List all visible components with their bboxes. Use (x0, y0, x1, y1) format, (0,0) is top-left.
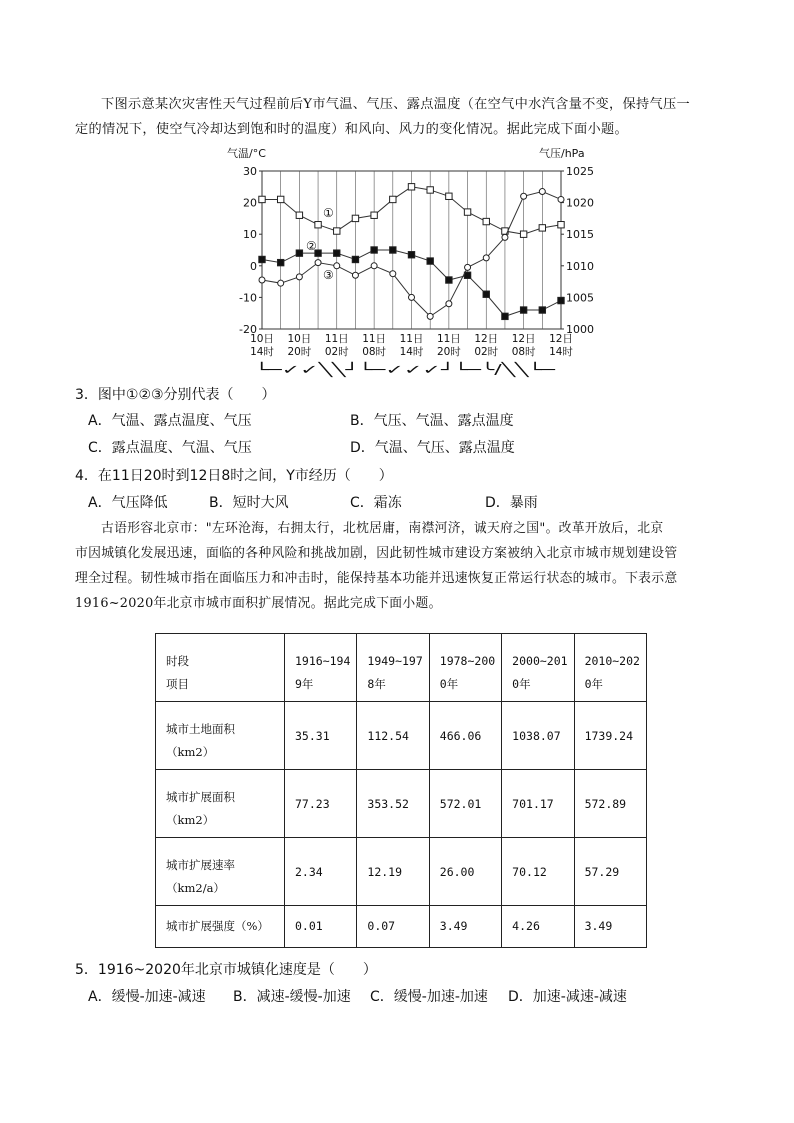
table-row (156, 906, 647, 948)
x-tick-day: 10日 (250, 333, 274, 345)
table-cell: 572.01 (429, 770, 501, 838)
x-tick-time: 14时 (250, 346, 274, 358)
series-3-point (409, 294, 415, 300)
series-1-point (446, 193, 452, 199)
x-tick-day: 10日 (287, 333, 312, 345)
x-tick-day: 12日 (511, 333, 536, 345)
table-cell: 70.12 (502, 838, 574, 906)
table-cell: 2.34 (285, 838, 357, 906)
period-1949-1978: 1949~197 8年 (357, 634, 429, 702)
y-tick-right: 1020 (566, 196, 594, 210)
series-3-point (371, 263, 377, 269)
intro1-line1: 下图示意某次灾害性天气过程前后Y市气温、气压、露点温度（在空气中水汽含量不变，保持气压一 (101, 97, 690, 112)
series-2-point (558, 297, 564, 303)
table-cell: 0.01 (285, 906, 357, 948)
wind-symbols-row: └─✓✓╲╲┘└─✓✓✓┘└─╰/╲╲└─ (255, 363, 432, 378)
q4-option-a[interactable]: A．气压降低 (88, 495, 168, 511)
series-2-point (390, 247, 396, 253)
x-tick-time: 14时 (399, 346, 424, 358)
y-tick-right: 1000 (566, 323, 594, 336)
series-label-1: ① (323, 206, 334, 220)
y-tick-left: 30 (243, 165, 257, 178)
series-1-point (464, 209, 470, 215)
series-1-point (315, 222, 321, 228)
series-2-point (259, 256, 265, 262)
q4-option-b[interactable]: B．短时大风 (209, 495, 289, 511)
x-tick-day: 11日 (399, 333, 424, 345)
series-2-point (539, 307, 545, 313)
y-tick-right: 1010 (566, 259, 594, 273)
q4-option-d[interactable]: D．暴雨 (485, 495, 538, 511)
x-axis-labels (250, 333, 573, 358)
row-label: 城市扩展面积 （km2） (156, 770, 285, 838)
series-2-point (520, 307, 526, 313)
series-1-point (408, 184, 414, 190)
series-label-2: ② (306, 239, 317, 253)
series-3-point (390, 271, 396, 277)
table-cell: 572.89 (574, 770, 646, 838)
intro1-line2: 定的情况下，使空气冷却达到饱和时的温度）和风向、风力的变化情况。据此完成下面小题。 (75, 122, 628, 137)
series-3-point (521, 193, 527, 199)
series-3-point (259, 277, 265, 283)
series-2-point (446, 277, 452, 283)
x-tick-day: 11日 (324, 333, 349, 345)
right-axis-ticks (561, 165, 594, 336)
table-row (156, 838, 647, 906)
series-2-point (352, 256, 358, 262)
x-tick-time: 08时 (511, 346, 536, 358)
series-3-point (296, 274, 302, 280)
x-tick-day: 12日 (549, 333, 573, 345)
table-cell: 112.54 (357, 702, 429, 770)
table-cell: 57.29 (574, 838, 646, 906)
series-3-point (502, 234, 508, 240)
series-2-point (464, 272, 470, 278)
y-tick-left: -20 (239, 323, 257, 336)
series-1-point (277, 196, 283, 202)
series-3-point (427, 313, 433, 319)
series-3-point (539, 189, 545, 195)
series-3-point (352, 272, 358, 278)
series-1-point (390, 196, 396, 202)
row-label: 城市土地面积 （km2） (156, 702, 285, 770)
period-1916-1949: 1916~194 9年 (285, 634, 357, 702)
q5-option-c[interactable]: C．缓慢-加速-加速 (370, 989, 488, 1005)
series-1-point (371, 212, 377, 218)
series-2-point (408, 252, 414, 258)
series-1-point (483, 218, 489, 224)
table-row (156, 770, 647, 838)
table-cell: 3.49 (429, 906, 501, 948)
series-1-point (334, 228, 340, 234)
series-2-point (427, 258, 433, 264)
table-header-row (156, 634, 647, 702)
series-3-point (558, 196, 564, 202)
table-cell: 77.23 (285, 770, 357, 838)
x-tick-time: 20时 (436, 346, 461, 358)
y-tick-left: -10 (239, 291, 257, 305)
table-cell: 12.19 (357, 838, 429, 906)
period-1978-2000: 1978~200 0年 (429, 634, 501, 702)
left-axis-ticks (239, 165, 262, 336)
question-5-stem: 5．1916~2020年北京市城镇化速度是（ ） (75, 962, 377, 978)
x-tick-time: 14时 (549, 346, 573, 358)
table-cell: 466.06 (429, 702, 501, 770)
series-label-3: ③ (323, 268, 334, 282)
series-1-point (259, 196, 265, 202)
ylabel-right: 气压/hPa (539, 147, 585, 160)
series-3-point (278, 280, 284, 286)
table-corner-cell: 时段 项目 (156, 634, 285, 702)
x-tick-day: 12日 (474, 333, 499, 345)
question-4-stem: 4．在11日20时到12日8时之间，Y市经历（ ） (75, 468, 393, 484)
y-tick-left: 20 (243, 196, 257, 210)
intro2-line1: 古语形容北京市："左环沧海，右拥太行，北枕居庸，南襟河济，诚天府之国"。改革开放后，北京 (101, 521, 664, 536)
table-cell: 1038.07 (502, 702, 574, 770)
series-1-point (427, 187, 433, 193)
weather-chart (225, 143, 594, 383)
series-3-point (315, 260, 321, 266)
q3-option-c[interactable]: C．露点温度、气温、气压 (88, 440, 252, 456)
table-cell: 26.00 (429, 838, 501, 906)
intro2-line2: 市因城镇化发展迅速，面临的各种风险和挑战加剧，因此韧性城市建设方案被纳入北京市城市规划建设管 (75, 546, 678, 561)
urban-expansion-table (155, 633, 647, 948)
y-tick-right: 1015 (566, 228, 594, 242)
y-tick-left: 0 (250, 259, 257, 273)
row-label: 城市扩展速率 （km2/a） (156, 838, 285, 906)
series-1-point (520, 231, 526, 237)
y-tick-right: 1025 (566, 165, 594, 178)
x-tick-time: 08时 (362, 346, 387, 358)
series-3-point (334, 263, 340, 269)
q5-option-b[interactable]: B．减速-缓慢-加速 (233, 989, 351, 1005)
series-2-point (296, 250, 302, 256)
table-cell: 3.49 (574, 906, 646, 948)
question-3-stem: 3．图中①②③分别代表（ ） (75, 387, 276, 403)
q3-option-a[interactable]: A．气温、露点温度、气压 (88, 413, 252, 429)
table-row (156, 702, 647, 770)
series-2-point (371, 247, 377, 253)
series-2-point (334, 250, 340, 256)
intro-paragraph-1 (75, 92, 725, 142)
y-tick-left: 10 (243, 228, 257, 242)
x-tick-day: 11日 (436, 333, 461, 345)
period-2010-2020: 2010~202 0年 (574, 634, 646, 702)
x-tick-time: 02时 (324, 346, 349, 358)
series-1-point (296, 212, 302, 218)
series-1-point (539, 225, 545, 231)
table-cell: 1739.24 (574, 702, 646, 770)
series-3-point (465, 264, 471, 270)
table-cell: 0.07 (357, 906, 429, 948)
table-cell: 4.26 (502, 906, 574, 948)
q4-option-c[interactable]: C．霜冻 (350, 495, 402, 511)
q5-option-a[interactable]: A．缓慢-加速-减速 (88, 989, 206, 1005)
table-cell: 35.31 (285, 702, 357, 770)
series-1-point (352, 215, 358, 221)
intro2-line3: 理全过程。韧性城市指在面临压力和冲击时，能保持基本功能并迅速恢复正常运行状态的城市。下表示意 (75, 571, 678, 586)
series-1-point (558, 222, 564, 228)
series-3-point (446, 301, 452, 307)
y-tick-right: 1005 (566, 291, 594, 305)
series-2-point (502, 313, 508, 319)
x-tick-time: 02时 (474, 346, 499, 358)
series-3-point (483, 255, 489, 261)
x-tick-day: 11日 (362, 333, 387, 345)
q5-option-d[interactable]: D．加速-减速-减速 (508, 989, 627, 1005)
series-2-point (277, 259, 283, 265)
q3-option-d[interactable]: D．气温、气压、露点温度 (350, 440, 515, 456)
table-cell: 353.52 (357, 770, 429, 838)
row-label: 城市扩展强度（%） (156, 906, 285, 948)
q3-option-b[interactable]: B．气压、气温、露点温度 (350, 413, 514, 429)
ylabel-left: 气温/°C (227, 147, 266, 160)
intro2-line4: 1916~2020年北京市城市面积扩展情况。据此完成下面小题。 (75, 596, 442, 611)
table-cell: 701.17 (502, 770, 574, 838)
intro-paragraph-2 (75, 516, 725, 616)
series-2-point (483, 291, 489, 297)
x-tick-time: 20时 (287, 346, 312, 358)
period-2000-2010: 2000~201 0年 (502, 634, 574, 702)
